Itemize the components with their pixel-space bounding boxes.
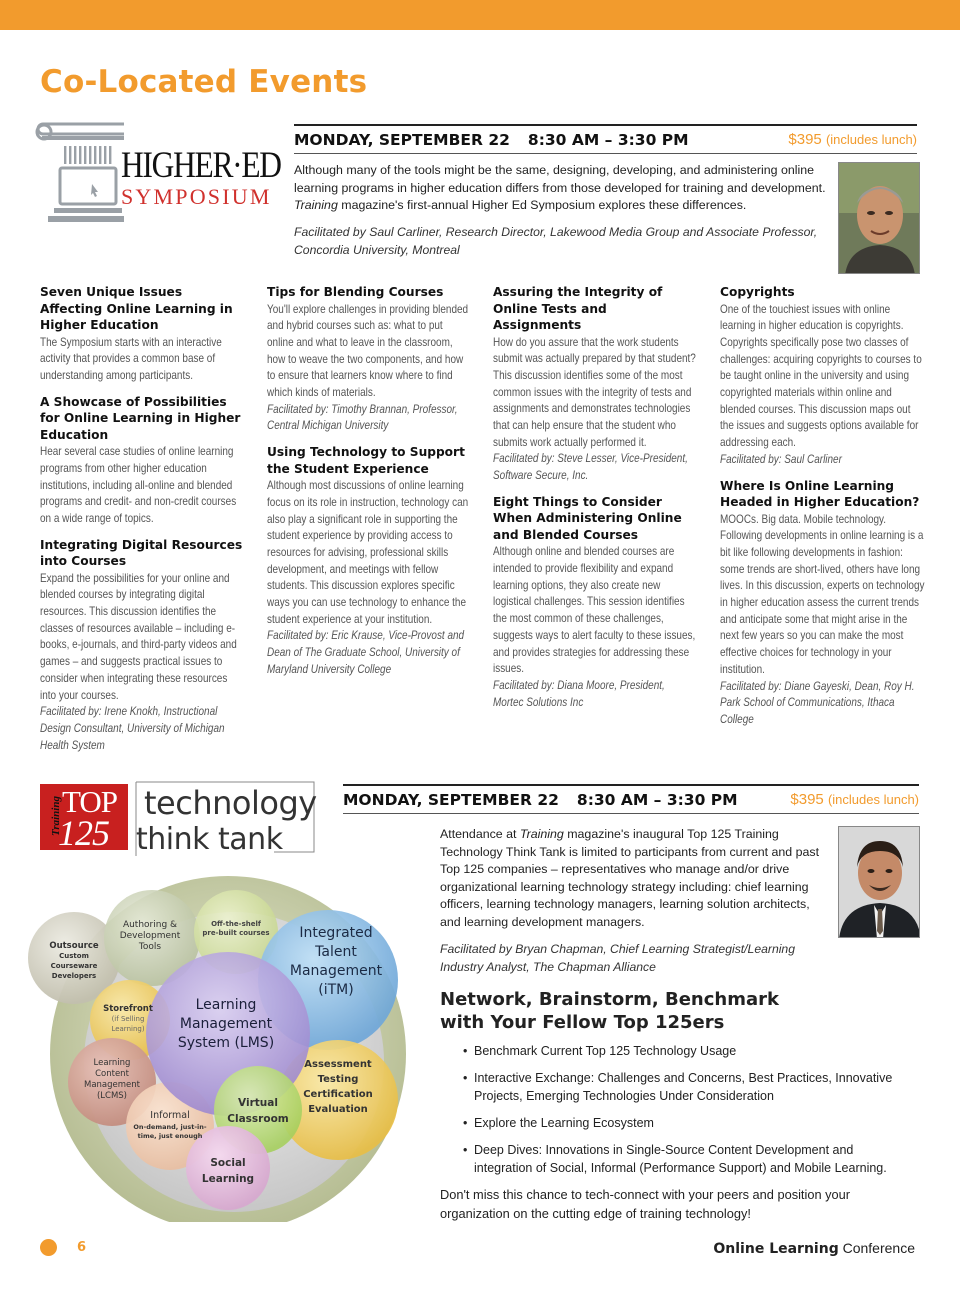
session-item (40, 394, 245, 528)
session-title: Eight Things to Consider When Administering Online and Blended Courses (493, 494, 682, 542)
top-accent-bar (0, 0, 960, 30)
svg-text:Certification: Certification (303, 1089, 373, 1100)
svg-text:Developers: Developers (51, 972, 97, 980)
top125-logo-think-tank: think tank (136, 822, 283, 857)
sessions-column-3 (493, 284, 698, 720)
svg-text:(iTM): (iTM) (318, 982, 354, 998)
svg-text:Classroom: Classroom (227, 1113, 289, 1125)
top125-intro-magazine: Training (519, 827, 564, 841)
svg-text:Management: Management (289, 963, 383, 979)
top125-logo-training: Training (50, 796, 62, 836)
agenda-bullet-list (463, 1042, 913, 1186)
session-description: Hear several case studies of online learning programs from other higher education institutions, including all-online and blended programs and credit- and non-credit courses on a wide range of topics. (40, 445, 237, 525)
svg-text:Outsource: Outsource (49, 941, 99, 951)
svg-text:Virtual: Virtual (238, 1097, 278, 1109)
svg-text:time, just enough: time, just enough (137, 1132, 203, 1140)
higher-ed-intro-magazine: Training (294, 198, 338, 212)
top125-logo-top: TOP (62, 784, 118, 819)
sessions-column-2 (267, 284, 472, 688)
session-title: Tips for Blending Courses (267, 285, 444, 299)
higher-ed-logo-title: HIGHER·ED (121, 145, 281, 186)
session-title: Copyrights (720, 285, 795, 299)
footer-brand (713, 1240, 915, 1257)
svg-text:(LCMS): (LCMS) (96, 1091, 128, 1101)
svg-text:Learning): Learning) (111, 1025, 145, 1033)
top125-facilitator: Facilitated by Bryan Chapman, Chief Learning Strategist/Learning Industry Analyst, The Chapman Alliance (440, 942, 795, 974)
session-item (267, 444, 472, 678)
session-description: One of the touchiest issues with online learning in higher education is copyrights. Copyrights specifically pose two classes of challenges: acquiring copyrights to courses to be taught online in the university and using copyrighted materials within online and blended courses. This discussion maps out the issues and suggests options available for addressing each. (720, 302, 922, 450)
svg-text:On-demand, just-in-: On-demand, just-in- (133, 1123, 207, 1131)
session-title: Integrating Digital Resources into Courses (40, 537, 243, 569)
top125-intro-part1: Attendance at (440, 827, 520, 841)
session-title: Seven Unique Issues Affecting Online Learning in Higher Education (40, 285, 233, 332)
session-description: The Symposium starts with an interactive activity that provides a common base of understanding among participants. (40, 335, 222, 382)
session-item (40, 537, 245, 755)
list-item: • Deep Dives: Innovations in Single-Source Content Development and integration of Social, Informal (Performance Support) and Mobile Learning. (463, 1141, 913, 1177)
session-title: Assuring the Integrity of Online Tests and Assignments (493, 285, 663, 332)
higher-ed-symposium-logo (34, 118, 281, 230)
top125-intro-part2: magazine's inaugural Top 125 Training Technology Think Tank is limited to participants from current and past Top 125 companies – representatives who manage and/or drive organizational learning technology strategy including: chief learning officers, learning technology managers, learning solution architects, and learning development managers. (440, 827, 820, 929)
svg-text:Assessment: Assessment (304, 1059, 372, 1070)
column-computer-icon (34, 118, 124, 230)
footer-brand-light: Conference (838, 1240, 915, 1256)
svg-text:Management: Management (84, 1080, 140, 1090)
svg-text:Storefront: Storefront (103, 1004, 153, 1014)
session-item (493, 494, 698, 712)
session-facilitator: Facilitated by: Diana Moore, President, Mortec Solutions Inc (493, 678, 665, 709)
session-title: Where Is Online Learning Headed in Higher Education? (720, 478, 920, 510)
svg-text:Learning: Learning (201, 1173, 255, 1185)
learning-ecosystem-diagram (28, 872, 420, 1222)
session-title: Using Technology to Support the Student Experience (267, 445, 465, 476)
top125-header (343, 784, 919, 814)
session-description: MOOCs. Big data. Mobile technology. Following developments in online learning is a bit like following developments in fashion: some trends are short-lived, others have long lives. In this discussion, experts on technology in higher education assess the current trends and anticipate some that might arise in the next few years so you can make the most effective choices for technology in your institution. (720, 512, 925, 676)
svg-text:Development: Development (119, 931, 181, 941)
higher-ed-day: MONDAY, SEPTEMBER 22 (294, 130, 510, 149)
footer-dot-icon (40, 1239, 57, 1256)
svg-text:Custom: Custom (59, 952, 89, 960)
network-heading: Network, Brainstorm, Benchmark with Your Fellow Top 125ers (440, 989, 779, 1033)
svg-text:pre-built courses: pre-built courses (202, 929, 270, 937)
top125-price-amount: $395 (790, 791, 824, 808)
svg-text:System (LMS): System (LMS) (177, 1035, 275, 1051)
svg-text:Testing: Testing (317, 1074, 359, 1085)
session-item (720, 284, 925, 469)
session-description: How do you assure that the work students submit was actually prepared by that student? This discussion identifies some of the most common issues with the integrity of tests and assignments and demonstrates technologies that can help ensure that the student who submits work actually performed it. (493, 335, 696, 449)
higher-ed-logo-subtitle: SYMPOSIUM (121, 184, 272, 209)
svg-text:Off-the-shelf: Off-the-shelf (211, 920, 261, 928)
session-description: Although most discussions of online learning focus on its role in instruction, technology can also play a significant role in supporting the student experience by providing access to resources for advising, professional skills development, and meetings with fellow students. This discussion explores specific ways you can use technology to enhance the student experience at your institution. (267, 479, 469, 626)
offshelf-label (202, 920, 269, 937)
svg-text:Authoring &: Authoring & (122, 920, 178, 930)
session-item (40, 284, 245, 385)
higher-ed-intro-part2: magazine's first-annual Higher Ed Symposium explores these differences. (337, 198, 747, 212)
sessions-column-1 (40, 284, 245, 763)
top125-intro (440, 826, 832, 931)
session-item (493, 284, 698, 485)
higher-ed-intro (294, 162, 829, 215)
higher-ed-time: 8:30 AM – 3:30 PM (527, 130, 689, 149)
higher-ed-date-time (294, 131, 689, 149)
session-item (720, 478, 925, 729)
svg-text:Content: Content (95, 1069, 129, 1079)
list-item: • Interactive Exchange: Challenges and Concerns, Best Practices, Innovative Projects, Emerging Technologies Under Consideration (463, 1069, 913, 1105)
sessions-column-4 (720, 284, 925, 738)
session-facilitator: Facilitated by: Diane Gayeski, Dean, Roy H. Park School of Communications, Ithaca College (720, 679, 915, 726)
higher-ed-facilitator: Facilitated by Saul Carliner, Research Director, Lakewood Media Group and Associate Professor, Concordia University, Montreal (294, 225, 818, 257)
higher-ed-price (788, 131, 917, 148)
page-number: 6 (77, 1240, 87, 1255)
list-item: • Benchmark Current Top 125 Technology Usage (463, 1042, 913, 1060)
session-title: A Showcase of Possibilities for Online Learning in Higher Education (40, 394, 241, 442)
higher-ed-price-amount: $395 (788, 131, 822, 148)
session-facilitator: Facilitated by: Irene Knokh, Instructional Design Consultant, University of Michigan Health System (40, 705, 225, 752)
bryan-chapman-photo (838, 826, 920, 938)
svg-text:Informal: Informal (150, 1110, 190, 1121)
svg-text:Learning: Learning (195, 997, 257, 1013)
page-title: Co-Located Events (40, 64, 368, 100)
saul-carliner-photo (838, 162, 920, 274)
list-item: • Explore the Learning Ecosystem (463, 1114, 913, 1132)
top125-day: MONDAY, SEPTEMBER 22 (343, 790, 559, 809)
session-facilitator: Facilitated by: Saul Carliner (720, 452, 842, 466)
svg-text:Evaluation: Evaluation (308, 1104, 368, 1115)
session-facilitator: Facilitated by: Timothy Brannan, Professor, Central Michigan University (267, 402, 458, 433)
svg-text:Integrated: Integrated (299, 925, 373, 941)
svg-text:Learning: Learning (93, 1058, 131, 1068)
svg-text:Tools: Tools (138, 942, 162, 952)
session-facilitator: Facilitated by: Steve Lesser, Vice-President, Software Secure, Inc. (493, 452, 688, 483)
higher-ed-price-note: (includes lunch) (825, 132, 917, 147)
top125-technology-think-tank-logo (40, 780, 320, 856)
closing-call-to-action: Don't miss this chance to tech-connect with your peers and position your organization on the cutting edge of training technology! (440, 1187, 851, 1221)
svg-text:Courseware: Courseware (50, 962, 98, 970)
session-description: You'll explore challenges in providing blended and hybrid courses such as: what to put online and what to leave in the classroom, how to weave the two components, and how to ensure that learners know where to find which kinds of materials. (267, 302, 469, 400)
svg-text:(if Selling: (if Selling (111, 1015, 145, 1023)
svg-text:Talent: Talent (315, 944, 357, 960)
session-facilitator: Facilitated by: Eric Krause, Vice-Provost and Dean of The Graduate School, University of Maryland University College (267, 629, 465, 676)
session-item (267, 284, 472, 435)
top125-date-time (343, 791, 738, 809)
top125-price-note: (includes lunch) (827, 792, 919, 807)
svg-text:Management: Management (179, 1016, 273, 1032)
top125-logo-technology: technology (144, 784, 317, 822)
footer-brand-bold: Online Learning (713, 1241, 839, 1257)
session-description: Although online and blended courses are intended to provide flexibility and expand learning options, they also create new logistical challenges. This session identifies the most common of these challenges, suggests ways to alert faculty to these issues, and provides strategies for addressing these issues. (493, 545, 696, 676)
svg-text:Social: Social (210, 1157, 246, 1169)
top125-time: 8:30 AM – 3:30 PM (576, 790, 738, 809)
top125-price (790, 791, 919, 808)
higher-ed-header (294, 124, 917, 154)
top125-logo-number: 125 (58, 813, 109, 853)
higher-ed-intro-part1: Although many of the tools might be the same, designing, developing, and administering online learning programs in higher education differs from those developed for training and development. (294, 163, 826, 195)
session-description: Expand the possibilities for your online and blended courses by integrating digital resources. This discussion identifies the classes of resources available – including e-books, e-journals, and third-party videos and games – and suggests practical issues to consider when integrating these resources into your courses. (40, 571, 237, 702)
